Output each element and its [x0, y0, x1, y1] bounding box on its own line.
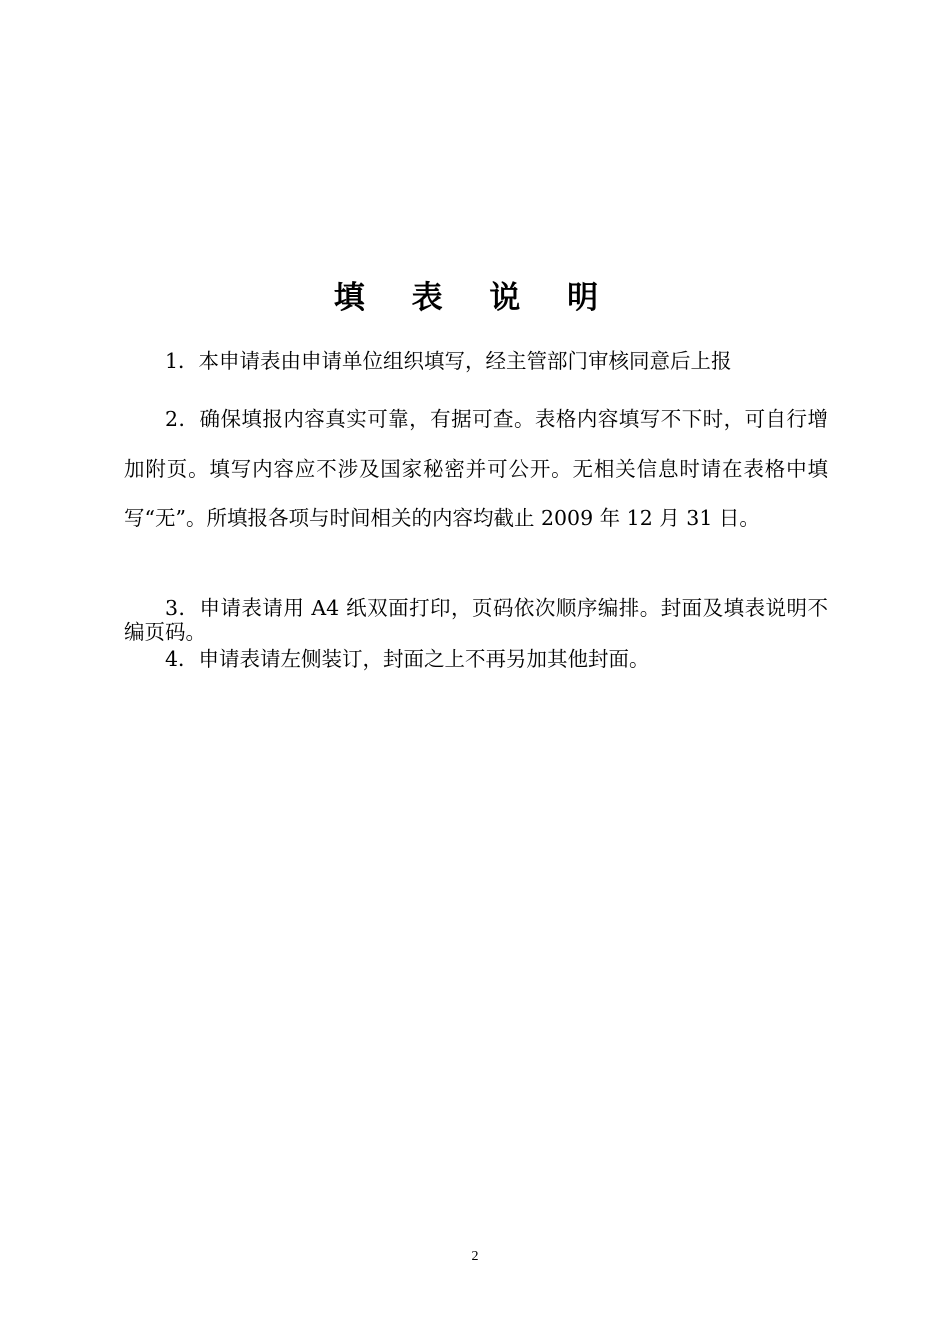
instruction-paragraph-2: 2．确保填报内容真实可靠，有据可查。表格内容填写不下时，可自行增加附页。填写内容应不涉及国家秘密并可公开。无相关信息时请在表格中填写“无”。所填报各项与时间相关的内容均截止 2009 年 12 月 31 日。: [124, 407, 828, 530]
instruction-paragraph-1: 1．本申请表由申请单位组织填写，经主管部门审核同意后上报: [165, 349, 732, 373]
instruction-paragraph-4: 4．申请表请左侧装订，封面之上不再另加其他封面。: [165, 647, 650, 671]
instruction-paragraph-3: 3．申请表请用 A4 纸双面打印，页码依次顺序编排。封面及填表说明不编页码。: [124, 596, 828, 644]
page-number: 2: [471, 1249, 479, 1264]
page-title: 填 表 说 明: [333, 280, 617, 316]
